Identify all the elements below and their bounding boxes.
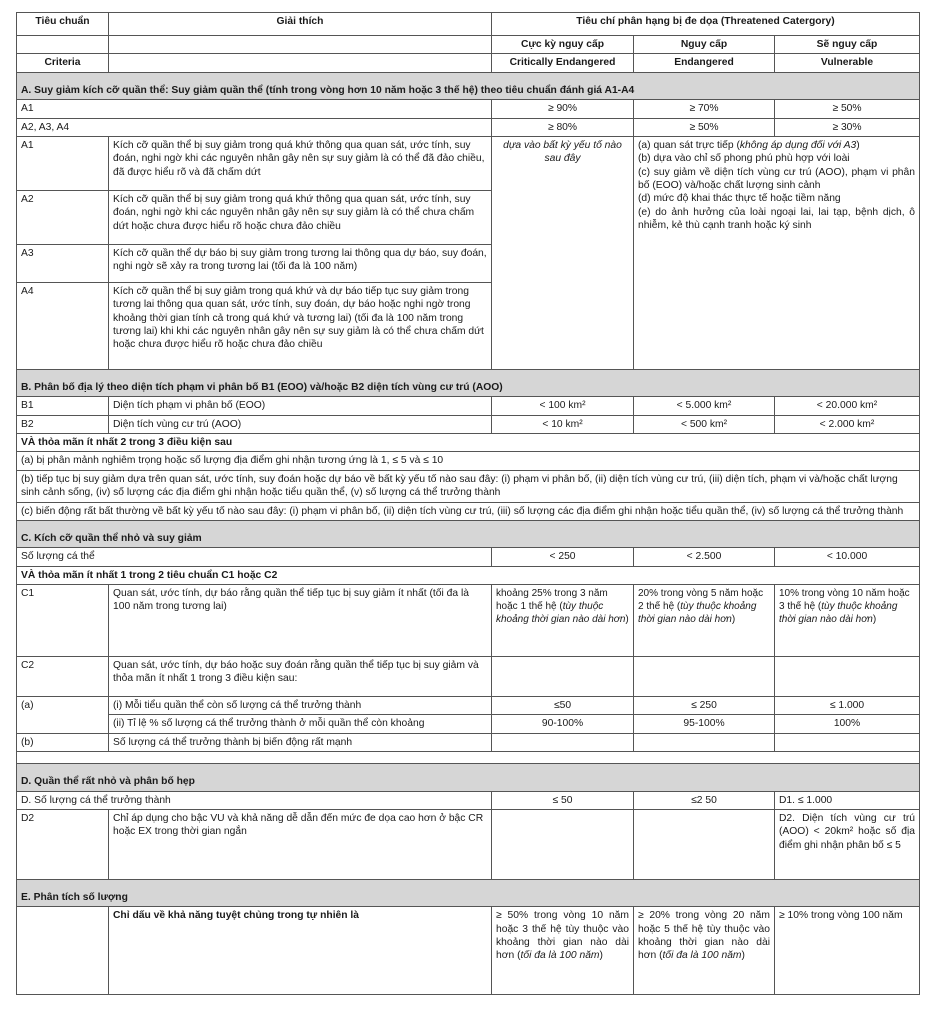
table-row <box>17 715 920 733</box>
header-cr-en: Critically Endangered <box>492 54 634 72</box>
table-row <box>17 397 920 415</box>
en-value: < 5.000 km² <box>634 397 775 415</box>
condition-a: (a) bị phân mảnh nghiêm trọng hoặc số lượng địa điểm ghi nhận tương ứng là 1, ≤ 5 và ≤ 10 <box>17 452 920 470</box>
row-label: (b) <box>17 733 109 751</box>
table-row <box>17 733 920 751</box>
en-value: < 2.500 <box>634 548 775 566</box>
row-label: B2 <box>17 415 109 433</box>
en-value: 20% trong vòng 5 năm hoặc 2 thế hệ (tùy thuộc khoảng thời gian nào dài hơn) <box>634 585 775 657</box>
criterion-text: Quan sát, ước tính, dự báo rằng quần thể tiếp tục bị suy giảm ít nhất (tối đa là 100 năm trong tương lai) <box>109 585 492 657</box>
factor-e: (e) do ảnh hưởng của loài ngoại lai, lai tạp, bệnh dịch, ô nhiễm, kẻ thù cạnh tranh hoặc ký sinh <box>638 206 915 232</box>
cr-value: ≥ 80% <box>492 118 634 136</box>
vu-value: D1. ≤ 1.000 <box>775 791 920 809</box>
based-on-note: dựa vào bất kỳ yếu tố nào sau đây <box>492 136 634 369</box>
section-a-title: A. Suy giảm kích cỡ quần thể: Suy giảm quần thể (tính trong vòng hơn 10 năm hoặc 3 thế hệ) theo tiêu chuẩn đánh giá A1-A4 <box>17 72 920 99</box>
row-label: D2 <box>17 809 109 879</box>
section-e-title: E. Phân tích số lượng <box>17 879 920 906</box>
factor-a: (a) quan sát trực tiếp (không áp dụng đối với A3) <box>638 139 860 151</box>
criterion-text: Kích cỡ quần thể bị suy giảm trong quá khứ thông qua quan sát, ước tính, suy đoán, nghi ngờ khi các nguyên nhân gây nên sự suy giảm là có thể đã đảo chiều, đã được hiểu rõ và đã chấm dứt <box>109 136 492 190</box>
header-explanation: Giải thích <box>109 13 492 36</box>
row-label: D. Số lượng cá thể trưởng thành <box>17 791 492 809</box>
condition-title: VÀ thỏa mãn ít nhất 2 trong 3 điều kiện sau <box>17 434 920 452</box>
row-label: C2 <box>17 657 109 697</box>
cr-value: ≥ 50% trong vòng 10 năm hoặc 3 thế hệ tùy thuộc vào khoảng thời gian nào dài hơn (tối đa là 100 năm) <box>492 907 634 995</box>
vu-value: < 20.000 km² <box>775 397 920 415</box>
en-value: ≤2 50 <box>634 791 775 809</box>
header-cr-vi: Cực kỳ nguy cấp <box>492 36 634 54</box>
header-criteria-vi: Tiêu chuẩn <box>17 13 109 36</box>
vu-value: ≤ 1.000 <box>775 697 920 715</box>
criterion-text: Diện tích phạm vi phân bố (EOO) <box>109 397 492 415</box>
row-label: A2, A3, A4 <box>17 118 492 136</box>
criterion-text: Kích cỡ quần thể bị suy giảm trong quá khứ và dự báo tiếp tục suy giảm trong tương lai thông qua quan sát, ước tính, suy đoán, dự báo hoặc nghi ngờ trong khoảng thời gian tính cả trong quá khứ và tương lai) (tối đa là 100 năm trong tương lai) khi khi các nguyên nhân gây nên sự suy giảm là có thể chưa chấm dứt hoặc chưa được hiểu rõ hoặc chưa đảo chiều <box>109 282 492 369</box>
cr-value: ≤50 <box>492 697 634 715</box>
header-criteria-en: Criteria <box>17 54 109 72</box>
cr-value: < 10 km² <box>492 415 634 433</box>
table-row <box>17 809 920 879</box>
cr-value: < 100 km² <box>492 397 634 415</box>
cr-value: ≤ 50 <box>492 791 634 809</box>
section-c-title: C. Kích cỡ quần thể nhỏ và suy giảm <box>17 520 920 547</box>
section-d-title: D. Quần thể rất nhỏ và phân bố hẹp <box>17 764 920 791</box>
en-value: ≥ 50% <box>634 118 775 136</box>
cr-value: < 250 <box>492 548 634 566</box>
criterion-text: Kích cỡ quần thể bị suy giảm trong quá khứ thông qua quan sát, ước tính, suy đoán, nghi ngờ khi các nguyên nhân gây nên sự suy giảm là có thể chưa chấm dứt hoặc chưa được hiểu rõ hoặc chưa đảo chiều <box>109 190 492 244</box>
row-label: B1 <box>17 397 109 415</box>
vu-value: 100% <box>775 715 920 733</box>
factor-d: (d) mức độ khai thác thực tế hoặc tiềm năng <box>638 193 841 205</box>
row-label: Số lượng cá thể <box>17 548 492 566</box>
condition-b: (b) tiếp tục bị suy giảm dựa trên quan sát, ước tính, suy đoán hoặc dự báo về bất kỳ yếu tố nào sau đây: (i) phạm vi phân bố, (ii) diện tích vùng cư trú, (iii) diện tích, phạm vi và/hoặc chất lượng sinh cảnh sống, (iv) số lượng các địa điểm ghi nhận hoặc tiểu quần thể, (v) số lượng cá thể trưởng thành <box>17 470 920 502</box>
vu-value: < 10.000 <box>775 548 920 566</box>
row-label: (a) <box>17 697 109 734</box>
criterion-text: Chỉ áp dụng cho bậc VU và khả năng dễ dẫn đến mức đe dọa cao hơn ở bậc CR hoặc EX trong thời gian ngắn <box>109 809 492 879</box>
table-row <box>17 100 920 118</box>
row-label: A3 <box>17 244 109 282</box>
cr-value: 90-100% <box>492 715 634 733</box>
header-en-en: Endangered <box>634 54 775 72</box>
row-label: C1 <box>17 585 109 657</box>
criterion-text: Chỉ dấu về khả năng tuyệt chủng trong tự nhiên là <box>109 907 492 995</box>
header-vu-vi: Sẽ nguy cấp <box>775 36 920 54</box>
row-label: A1 <box>17 100 492 118</box>
en-value: < 500 km² <box>634 415 775 433</box>
row-label: A2 <box>17 190 109 244</box>
table-row <box>17 907 920 995</box>
header-en-vi: Nguy cấp <box>634 36 775 54</box>
iucn-criteria-table <box>16 12 920 995</box>
criterion-text: Diện tích vùng cư trú (AOO) <box>109 415 492 433</box>
table-row <box>17 697 920 715</box>
table-row <box>17 791 920 809</box>
en-value: 95-100% <box>634 715 775 733</box>
header-vu-en: Vulnerable <box>775 54 920 72</box>
vu-value: ≥ 30% <box>775 118 920 136</box>
vu-value: < 2.000 km² <box>775 415 920 433</box>
table-row <box>17 118 920 136</box>
table-row <box>17 585 920 657</box>
en-value: ≥ 70% <box>634 100 775 118</box>
section-b-title: B. Phân bố địa lý theo diện tích phạm vi phân bố B1 (EOO) và/hoặc B2 diện tích vùng cư trú (AOO) <box>17 369 920 396</box>
vu-value: 10% trong vòng 10 năm hoặc 3 thế hệ (tùy thuộc khoảng thời gian nào dài hơn) <box>775 585 920 657</box>
factor-c: (c) suy giảm về diện tích vùng cư trú (AOO), phạm vi phân bố (EOO) và/hoặc chất lượng sinh cảnh <box>638 166 915 191</box>
cr-value: ≥ 90% <box>492 100 634 118</box>
table-row <box>17 657 920 697</box>
header-threat-category: Tiêu chí phân hạng bị đe dọa (Threatened Catergory) <box>492 13 920 36</box>
vu-value: D2. Diện tích vùng cư trú (AOO) < 20km² hoặc số địa điểm ghi nhận phân bố ≤ 5 <box>775 809 920 879</box>
condition-c: (c) biến động rất bất thường về bất kỳ yếu tố nào sau đây: (i) phạm vi phân bố, (ii) diện tích vùng cư trú, (iii) số lượng các địa điểm ghi nhận hoặc tiểu quần thể, (iv) số lượng cá thể trưởng thành <box>17 502 920 520</box>
vu-value: ≥ 10% trong vòng 100 năm <box>775 907 920 995</box>
condition-title: VÀ thỏa mãn ít nhất 1 trong 2 tiêu chuẩn C1 hoặc C2 <box>17 566 920 584</box>
vu-value: ≥ 50% <box>775 100 920 118</box>
decline-factors <box>634 136 920 369</box>
criterion-text: (ii) Tỉ lệ % số lượng cá thể trưởng thành ở mỗi quần thể còn khoảng <box>109 715 492 733</box>
en-value: ≥ 20% trong vòng 20 năm hoặc 5 thế hệ tùy thuộc vào khoảng thời gian nào dài hơn (tối đa là 100 năm) <box>634 907 775 995</box>
criterion-text: Quan sát, ước tính, dự báo hoặc suy đoán rằng quần thể tiếp tục bị suy giảm và thỏa mãn ít nhất 1 trong 3 điều kiện sau: <box>109 657 492 697</box>
iucn-criteria-page <box>16 12 919 995</box>
table-row <box>17 415 920 433</box>
criterion-text: Số lượng cá thể trưởng thành bị biến động rất mạnh <box>109 733 492 751</box>
factor-b: (b) dựa vào chỉ số phong phú phù hợp với loài <box>638 153 850 165</box>
table-row <box>17 548 920 566</box>
cr-value: khoảng 25% trong 3 năm hoặc 1 thế hệ (tùy thuộc khoảng thời gian nào dài hơn) <box>492 585 634 657</box>
criterion-text: Kích cỡ quần thể dự báo bị suy giảm trong tương lai thông qua dự báo, suy đoán, nghi ngờ sẽ xảy ra trong tương lai (tối đa là 100 năm) <box>109 244 492 282</box>
row-label: A4 <box>17 282 109 369</box>
en-value: ≤ 250 <box>634 697 775 715</box>
criterion-text: (i) Mỗi tiểu quần thể còn số lượng cá thể trưởng thành <box>109 697 492 715</box>
row-label: A1 <box>17 136 109 190</box>
